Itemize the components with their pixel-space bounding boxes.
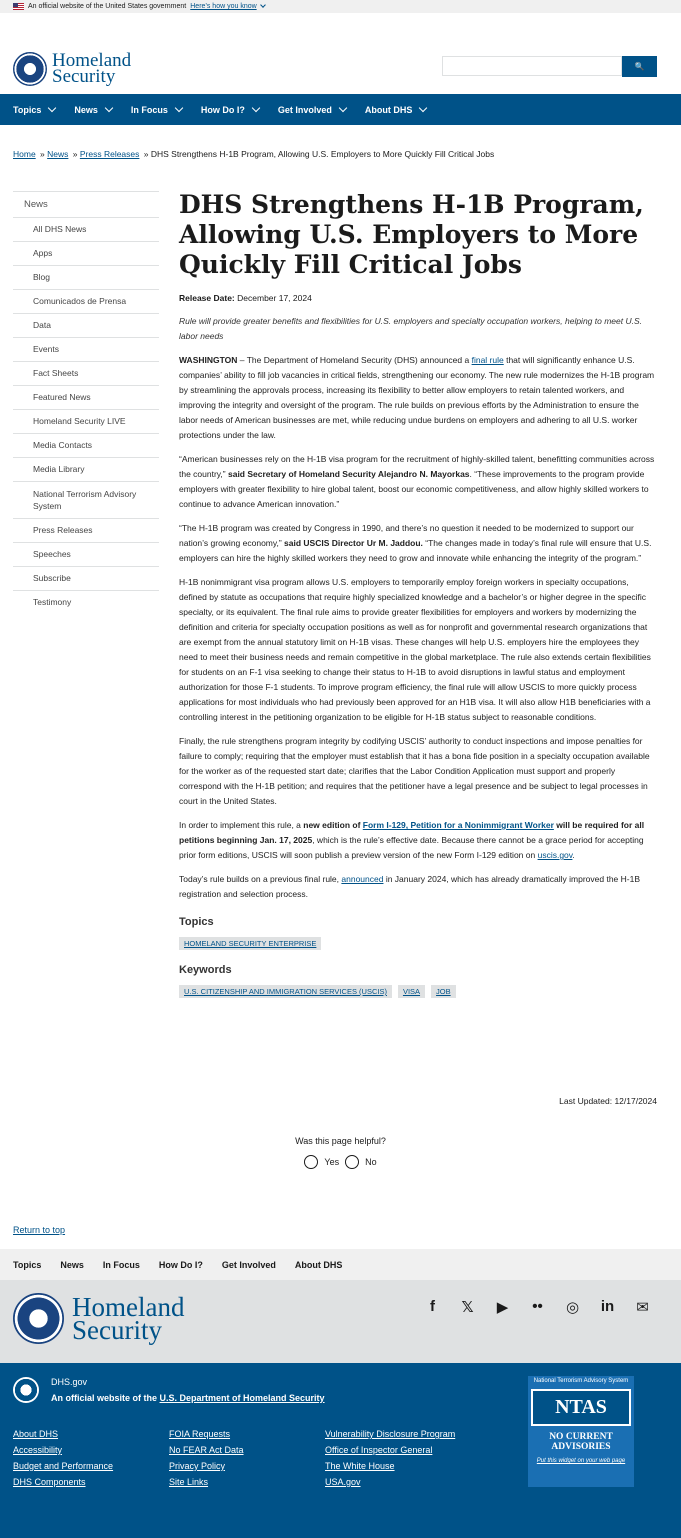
youtube-icon[interactable]: ▶ [496,1298,509,1316]
instagram-icon[interactable]: ◎ [565,1298,580,1316]
sidebar-item-media-contacts[interactable]: Media Contacts [13,433,159,457]
breadcrumb-news[interactable]: News [47,149,69,159]
page-title: DHS Strengthens H-1B Program, Allowing U.S. Employers to More Quickly Fill Critical Jobs [179,190,644,279]
sidebar-item-press-releases[interactable]: Press Releases [13,518,159,542]
topic-tags [179,937,657,950]
footer-link-vdp[interactable]: Vulnerability Disclosure Program [325,1429,456,1439]
keyword-tag[interactable]: JOB [431,985,456,998]
email-icon[interactable]: ✉ [636,1298,649,1316]
no-label: No [365,1157,377,1167]
footer-nav-in-focus[interactable]: In Focus [102,1259,140,1270]
search-input[interactable] [442,56,622,76]
footer-link-accessibility[interactable]: Accessibility [13,1445,63,1455]
chevron-down-icon [260,2,266,8]
sidebar-item-fact-sheets[interactable]: Fact Sheets [13,361,159,385]
topic-tag[interactable]: HOMELAND SECURITY ENTERPRISE [179,937,321,950]
dhs-seal-icon [13,52,47,86]
heres-how-you-know-link[interactable]: Here’s how you know [190,3,257,10]
footer-link-oig[interactable]: Office of Inspector General [325,1445,433,1455]
social-links [418,1292,657,1321]
footer-link-foia[interactable]: FOIA Requests [169,1429,231,1439]
footer-logo-line2: Security [72,1314,162,1345]
footer [0,1363,681,1538]
nav-get-involved[interactable] [278,105,346,115]
us-flag-icon [13,3,24,10]
sidebar-item-media-library[interactable]: Media Library [13,457,159,481]
sidebar-item-all-dhs-news[interactable]: All DHS News [13,217,159,241]
breadcrumb-home[interactable]: Home [13,149,36,159]
ntas-widget-link[interactable]: Put this widget on your web page [536,1458,626,1464]
nav-label: How Do I? [200,104,245,115]
dhs-logo[interactable] [13,52,131,86]
nav-about-dhs[interactable] [365,105,427,115]
sidebar-item-homeland-security-live[interactable]: Homeland Security LIVE [13,409,159,433]
nav-in-focus[interactable] [131,105,182,115]
paragraph-5: Finally, the rule strengthens program integrity by codifying USCIS’ authority to conduct inspections and impose penalties for failure to comply; requiring that the employer must establish that it has a bona fide position in a specialty occupation available for the worker as of the requested start date; clarifies that the Labor Condition Application must support and properly correspond with the H-1B petition; and requires that the petitioner have a legal presence and be subject to legal processes in court in the United States. [179,736,650,806]
search-icon: 🔍 [634,62,645,71]
nav-topics[interactable] [13,105,55,115]
sidebar-item-ntas[interactable]: National Terrorism Advisory System [13,481,159,518]
sidebar-item-apps[interactable]: Apps [13,241,159,265]
paragraph-3: “The H-1B program was created by Congress in 1990, and there’s no question it needed to be modernized to support our nation’s growing economy,” said USCIS Director Ur M. Jaddou. “The changes made in today’s final rule will ensure that U.S. employers can hire the highly skilled workers they need to grow and innovate while enhancing the integrity of the program.” [179,523,652,563]
keyword-tag[interactable]: U.S. CITIZENSHIP AND IMMIGRATION SERVICES (USCIS) [179,985,392,998]
sidebar-item-events[interactable]: Events [13,337,159,361]
nav-label: About DHS [364,104,413,115]
keyword-tags [179,985,657,998]
x-icon[interactable]: 𝕏 [461,1298,474,1316]
logo-line2: Security [52,66,116,87]
paragraph-6: In order to implement this rule, a new edition of Form I-129, Petition for a Nonimmigrant Worker will be required for all petitions beginning Jan. 17, 2025, which is the rule’s effective date. Because there cannot be a grace period for accepting prior form editions, USCIS will soon publish a preview version of the new Form I-129 edition on uscis.gov. [179,820,645,860]
release-date-value: December 17, 2024 [237,293,312,303]
chevron-down-icon [48,104,56,112]
last-updated: Last Updated: 12/17/2024 [559,1096,657,1106]
nav-label: In Focus [130,104,168,115]
feedback-widget [0,1136,681,1169]
paragraph-7: Today’s rule builds on a previous final rule, announced in January 2024, which has already dramatically improved the H-1B registration and selection process. [179,874,641,899]
final-rule-link[interactable]: final rule [471,355,504,365]
nav-news[interactable] [74,105,112,115]
nav-how-do-i[interactable] [201,105,259,115]
footer-link-white-house[interactable]: The White House [325,1461,395,1471]
uscis-gov-link[interactable]: uscis.gov [537,850,573,860]
breadcrumb: Home » News » Press Releases » DHS Strengthens H-1B Program, Allowing U.S. Employers to More Quickly Fill Critical Jobs [13,149,495,159]
ntas-widget[interactable] [528,1376,634,1487]
dhs-seal-icon [13,1377,39,1403]
sidebar-item-comunicados[interactable]: Comunicados de Prensa [13,289,159,313]
sidebar [13,191,159,614]
sidebar-item-testimony[interactable]: Testimony [13,590,159,614]
chevron-down-icon [339,104,347,112]
return-to-top-link[interactable]: Return to top [13,1225,66,1235]
yes-label: Yes [324,1157,340,1167]
keyword-tag[interactable]: VISA [398,985,425,998]
sidebar-heading[interactable]: News [24,199,48,210]
footer-links [13,1429,485,1487]
dhs-link[interactable]: U.S. Department of Homeland Security [159,1393,325,1403]
footer-logo-line1: Homeland [72,1291,185,1322]
sidebar-item-data[interactable]: Data [13,313,159,337]
chevron-down-icon [175,104,183,112]
main-nav [0,94,681,125]
footer-nav-about-dhs[interactable]: About DHS [294,1259,343,1270]
dhs-seal-icon [13,1293,64,1344]
article [179,191,657,998]
announced-link[interactable]: announced [341,874,384,884]
sidebar-item-speeches[interactable]: Speeches [13,542,159,566]
linkedin-icon[interactable]: in [600,1298,615,1315]
nav-label: News [74,104,98,115]
no-radio[interactable] [345,1155,359,1169]
breadcrumb-press-releases[interactable]: Press Releases [79,149,140,159]
release-date [179,293,657,303]
paragraph-1: WASHINGTON – The Department of Homeland Security (DHS) announced a final rule that will significantly enhance U.S. companies’ ability to fill job vacancies in critical fields, strengthening our economy. The new rule modernizes the H-1B program by streamlining the approvals process, increasing its flexibility to better allow employers to retain talented workers, and improving the integrity and oversight of the program. The rule builds on previous efforts by the Administration to ensure the labor needs of American businesses are met, while reducing undue burdens on employers and adhering to all U.S. worker protections under the law. [179,355,655,440]
footer-link-dhs-components[interactable]: DHS Components [13,1477,86,1487]
footer-link-no-fear[interactable]: No FEAR Act Data [169,1445,244,1455]
dhs-gov-label: DHS.gov [51,1377,88,1387]
paragraph-4: H-1B nonimmigrant visa program allows U.S. employers to temporarily employ foreign workers in specialty occupations, defined by statute as occupations that require highly specialized knowledge and a bachelor’s or higher degree in the specific specialty, or its equivalent. The final rule aims to provide greater flexibilities for employers and workers by modernizing the definition and criteria for specialty occupation positions as well as for nonprofit and governmental research organizations that are exempt from the annual statutory limit on H-1B visas. These changes will help U.S. employers hire the employees they need to meet their business needs and remain competitive in the global marketplace. The rule also extends certain flexibilities for students on an F-1 visa seeking to change their status to H-1B to avoid disruptions in lawful status and employment authorization for those F-1 students. To improve program efficiency, the final rule will allow USCIS to more quickly process applications for most individuals who had previously been approved for an H1B visa. It will also allow H1B beneficiaries with a controlling interest in the petitioning organization to be eligible for H-1B status subject to reasonable conditions. [179,577,651,722]
chevron-down-icon [419,104,427,112]
ntas-title: National Terrorism Advisory System [533,1378,629,1384]
main-content-area [0,190,681,996]
footer-logo-bar [0,1280,681,1363]
footer-nav-topics[interactable]: Topics [13,1259,42,1270]
sidebar-item-featured-news[interactable]: Featured News [13,385,159,409]
article-lede: Rule will provide greater benefits and flexibilities for U.S. employers and specialty occupation workers, helping to meet U.S. labor needs [179,316,643,341]
logo-line1: Homeland [52,50,132,71]
facebook-icon[interactable]: f [430,1298,435,1315]
nav-label: Topics [13,104,42,115]
search-button[interactable] [622,56,657,77]
footer-link-usa-gov[interactable]: USA.gov [325,1477,361,1487]
sidebar-item-blog[interactable]: Blog [13,265,159,289]
nav-label: Get Involved [277,104,332,115]
footer-logo[interactable] [13,1293,184,1344]
official-website-text: An official website of the U.S. Department of Homeland Security [51,1393,325,1403]
keywords-heading: Keywords [179,964,232,976]
chevron-down-icon [105,104,113,112]
footer-nav-how-do-i[interactable]: How Do I? [158,1259,203,1270]
footer-nav [0,1249,681,1280]
footer-link-privacy[interactable]: Privacy Policy [169,1461,226,1471]
yes-radio[interactable] [304,1155,318,1169]
topics-heading: Topics [179,916,214,928]
gov-banner [0,0,681,13]
footer-link-budget[interactable]: Budget and Performance [13,1461,114,1471]
ntas-status: NO CURRENT ADVISORIES [549,1432,613,1452]
flickr-icon[interactable]: •• [532,1298,543,1315]
chevron-down-icon [252,104,260,112]
breadcrumb-current: DHS Strengthens H-1B Program, Allowing U.S. Employers to More Quickly Fill Critical Jobs [150,149,495,159]
footer-link-site-links[interactable]: Site Links [169,1477,209,1487]
sidebar-item-subscribe[interactable]: Subscribe [13,566,159,590]
ntas-logo: NTAS [531,1389,631,1426]
paragraph-2: “American businesses rely on the H-1B visa program for the recruitment of highly-skilled talent, benefitting communities across the country,” said Secretary of Homeland Security Alejandro N. Mayorkas. “These improvements to the program provide employers with greater flexibility to hire global talent, boost our economic competitiveness, and allow highly skilled workers to continue to advance American innovation.” [179,454,655,509]
form-i129-link[interactable]: Form I-129, Petition for a Nonimmigrant Worker [362,820,554,830]
footer-nav-news[interactable]: News [60,1259,84,1270]
gov-banner-text: An official website of the United States government [28,3,187,10]
footer-link-about-dhs[interactable]: About DHS [13,1429,59,1439]
feedback-question: Was this page helpful? [295,1136,386,1146]
release-label: Release Date: [179,293,235,303]
footer-nav-get-involved[interactable]: Get Involved [221,1259,276,1270]
site-header [0,13,681,94]
